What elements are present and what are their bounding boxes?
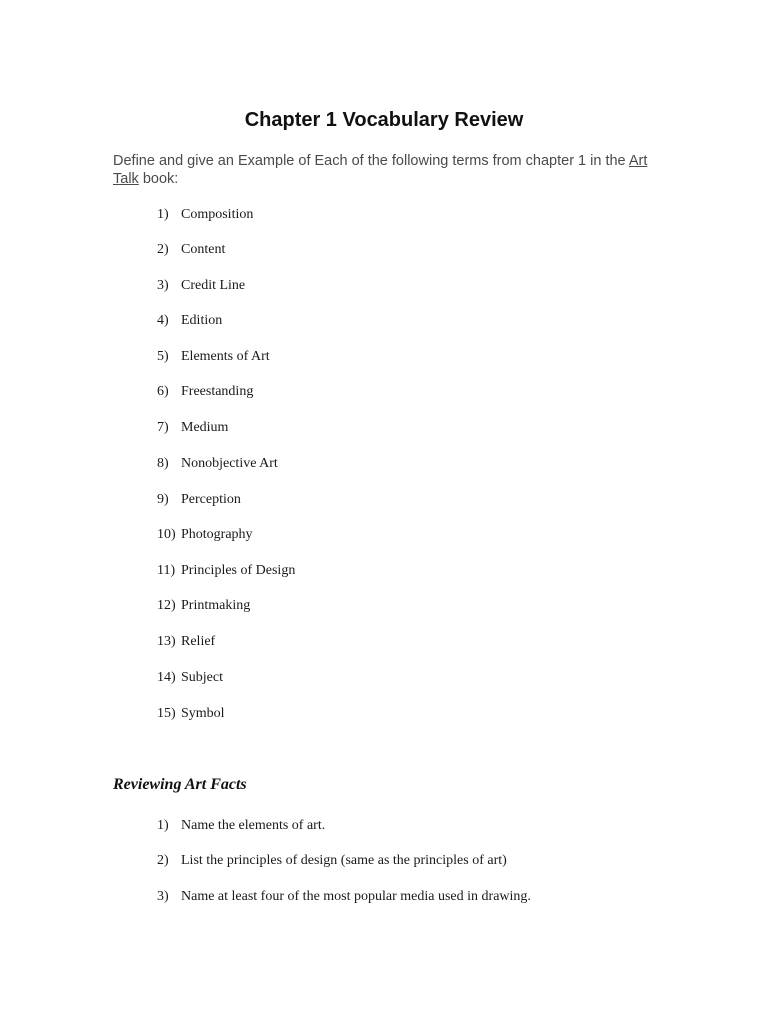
vocabulary-term: Relief [181,634,216,649]
item-number: 2) [157,242,169,257]
question-text: List the principles of design (same as the principles of art) [181,853,507,868]
vocabulary-item [157,492,241,508]
vocabulary-term: Elements of Art [181,349,270,364]
vocabulary-item [157,598,250,614]
question-text: Name the elements of art. [181,818,326,833]
vocabulary-term: Photography [181,527,253,542]
item-number: 14) [157,670,176,685]
item-number: 11) [157,563,176,578]
item-number: 10) [157,527,176,542]
item-number: 2) [157,853,169,868]
review-question [157,818,325,834]
vocabulary-term: Nonobjective Art [181,456,278,471]
instructions-text-end: book: [138,171,179,187]
vocabulary-item [157,384,253,400]
review-question [157,889,531,905]
vocabulary-term: Subject [181,670,223,685]
vocabulary-item [157,706,225,722]
vocabulary-item [157,527,253,543]
item-number: 5) [157,349,169,364]
item-number: 3) [157,889,169,904]
page-title: Chapter 1 Vocabulary Review [244,109,524,131]
vocabulary-term: Perception [181,492,241,507]
vocabulary-term: Freestanding [181,384,254,399]
item-number: 12) [157,598,176,613]
vocabulary-term: Symbol [181,706,225,721]
vocabulary-item [157,420,228,436]
item-number: 7) [157,420,169,435]
vocabulary-term: Composition [181,207,254,222]
vocabulary-term: Content [181,242,226,257]
item-number: 15) [157,706,176,721]
item-number: 1) [157,207,169,222]
vocabulary-item [157,349,270,365]
vocabulary-item [157,278,245,294]
instructions-paragraph [113,152,673,188]
vocabulary-term: Principles of Design [181,563,296,578]
question-text: Name at least four of the most popular media used in drawing. [181,889,531,904]
vocabulary-term: Credit Line [181,278,246,293]
item-number: 13) [157,634,176,649]
vocabulary-term: Printmaking [181,598,251,613]
vocabulary-term: Edition [181,313,223,328]
section-heading: Reviewing Art Facts [113,776,247,793]
vocabulary-item [157,563,295,579]
vocabulary-item [157,456,278,472]
item-number: 9) [157,492,169,507]
vocabulary-item [157,634,215,650]
vocabulary-item [157,242,225,258]
book-title: Art Talk [113,153,648,187]
vocabulary-item [157,207,253,223]
item-number: 4) [157,313,169,328]
review-question [157,853,507,869]
item-number: 6) [157,384,169,399]
item-number: 8) [157,456,169,471]
vocabulary-item [157,313,222,329]
vocabulary-term: Medium [181,420,229,435]
item-number: 3) [157,278,169,293]
instructions-text: Define and give an Example of Each of the following terms from chapter 1 in the [113,153,629,169]
item-number: 1) [157,818,169,833]
vocabulary-item [157,670,223,686]
